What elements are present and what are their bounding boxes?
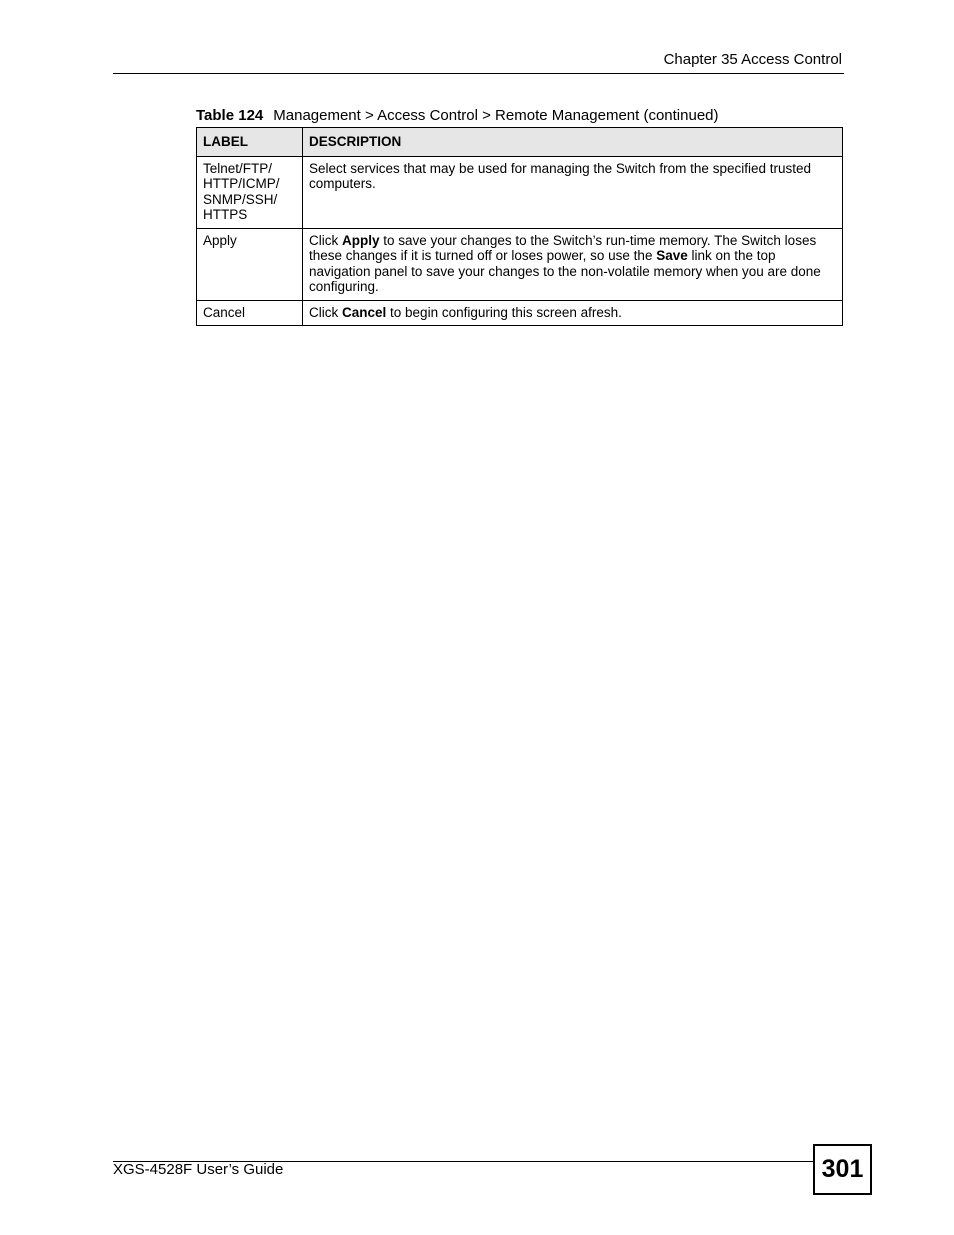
table-number: Table 124 bbox=[196, 107, 264, 124]
table-title: Management > Access Control > Remote Management (continued) bbox=[273, 107, 719, 124]
table-row bbox=[197, 156, 843, 228]
row-description bbox=[303, 156, 843, 228]
table-header-row bbox=[197, 128, 843, 157]
row-description bbox=[303, 228, 843, 300]
description-text: to begin configuring this screen afresh. bbox=[386, 304, 622, 320]
row-label: Cancel bbox=[197, 300, 303, 326]
row-description bbox=[303, 300, 843, 326]
column-header-description: DESCRIPTION bbox=[303, 128, 843, 157]
table-row bbox=[197, 228, 843, 300]
description-keyword: Cancel bbox=[342, 304, 387, 320]
chapter-header: Chapter 35 Access Control bbox=[663, 51, 842, 68]
table-row bbox=[197, 300, 843, 326]
table-body bbox=[197, 156, 843, 326]
table-caption bbox=[196, 107, 719, 125]
description-text: to save your changes to the Switch’s run-time memory. The Switch loses these changes if it is turned off or loses power, so use the bbox=[309, 232, 817, 263]
row-label: Telnet/FTP/ HTTP/ICMP/ SNMP/SSH/ HTTPS bbox=[197, 156, 303, 228]
guide-title: XGS-4528F User’s Guide bbox=[113, 1161, 284, 1178]
description-text: link on the top navigation panel to save your changes to the non-volatile memory when you are done configuring. bbox=[309, 248, 821, 294]
access-control-table bbox=[196, 127, 843, 326]
description-text: Select services that may be used for managing the Switch from the specified trusted computers. bbox=[309, 160, 811, 191]
page-number: 301 bbox=[813, 1144, 872, 1195]
row-label: Apply bbox=[197, 228, 303, 300]
description-keyword: Apply bbox=[342, 232, 380, 248]
header-divider bbox=[113, 73, 844, 74]
column-header-label: LABEL bbox=[197, 128, 303, 157]
description-text: Click bbox=[309, 304, 342, 320]
description-keyword: Save bbox=[656, 248, 688, 263]
description-text: Click bbox=[309, 232, 342, 248]
